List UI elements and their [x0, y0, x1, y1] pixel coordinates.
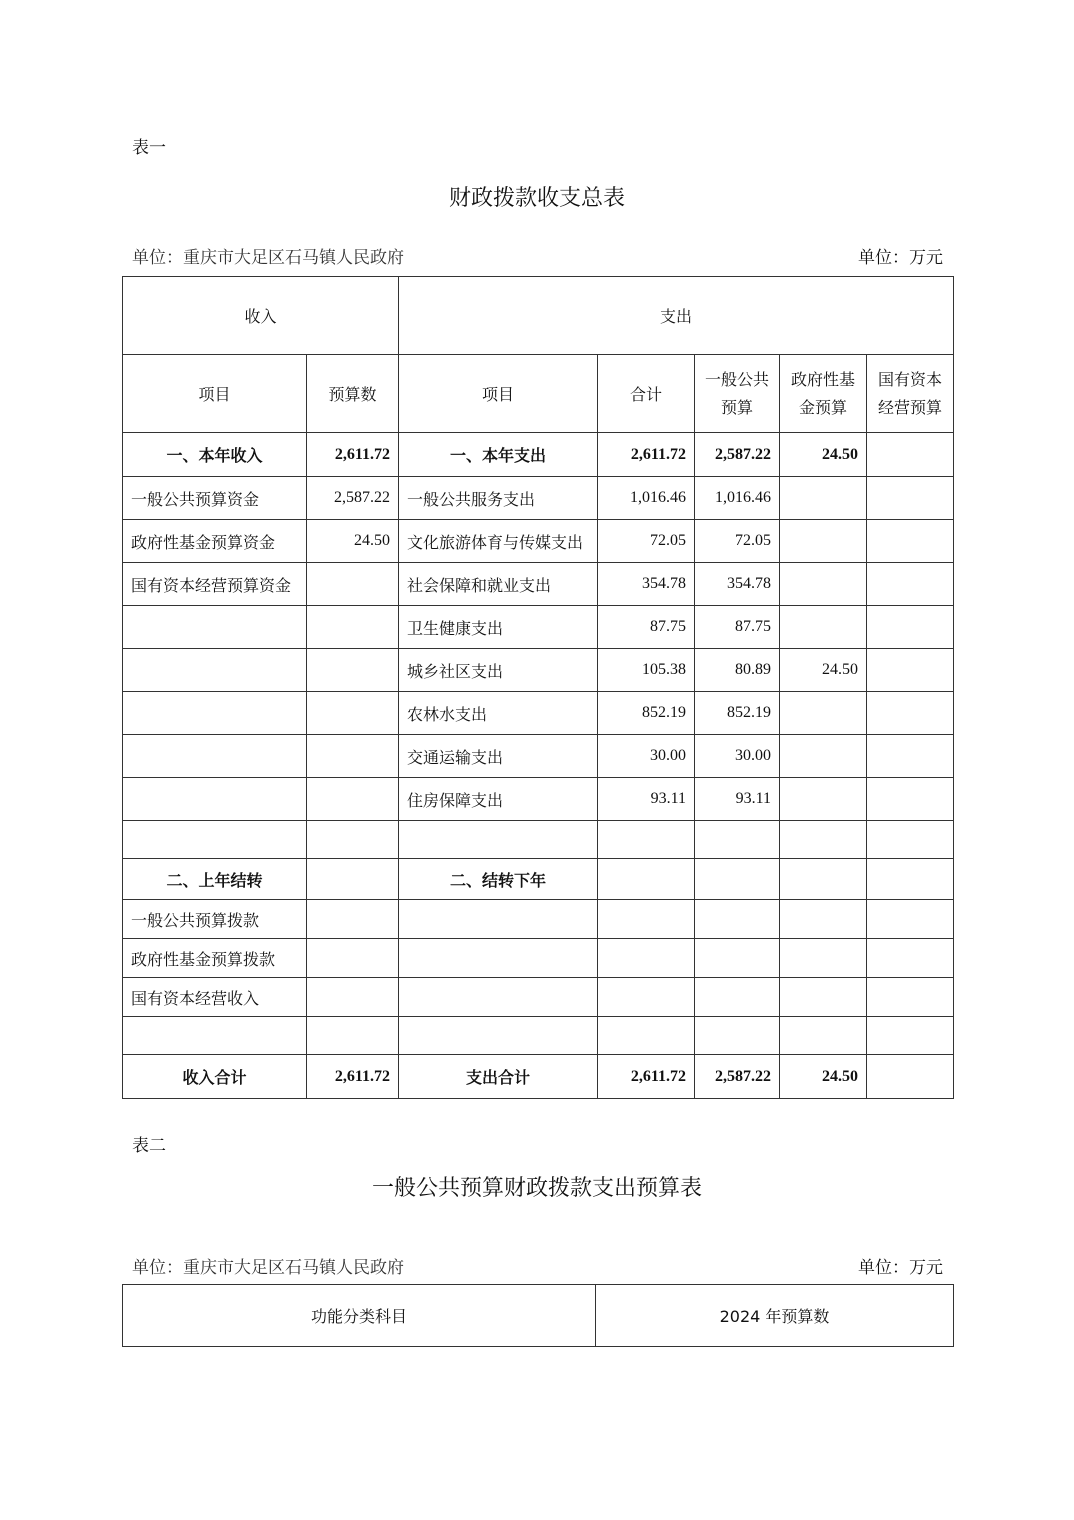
fund-budget-cell	[780, 900, 867, 939]
expense-item-cell: 城乡社区支出	[399, 649, 598, 692]
total-cell	[598, 939, 695, 978]
fund-budget-cell	[780, 778, 867, 821]
state-capital-cell	[867, 900, 954, 939]
general-budget-cell: 30.00	[695, 735, 780, 778]
summary-table	[122, 276, 954, 1099]
total-cell: 30.00	[598, 735, 695, 778]
income-amount-cell	[307, 563, 399, 606]
fund-budget-header: 政府性基金预算	[780, 355, 867, 433]
income-amount-cell: 2,611.72	[307, 1055, 399, 1099]
state-capital-cell	[867, 859, 954, 900]
total-cell: 852.19	[598, 692, 695, 735]
income-amount-cell: 24.50	[307, 520, 399, 563]
fund-budget-cell	[780, 859, 867, 900]
table-row	[123, 520, 954, 563]
table1-unit-org: 单位：重庆市大足区石马镇人民政府	[132, 248, 404, 267]
table2-unit-org: 单位：重庆市大足区石马镇人民政府	[132, 1258, 404, 1277]
general-budget-cell: 87.75	[695, 606, 780, 649]
table-row	[123, 821, 954, 859]
general-budget-cell: 852.19	[695, 692, 780, 735]
header-row-1	[123, 277, 954, 355]
income-amount-cell	[307, 900, 399, 939]
table-row	[123, 477, 954, 520]
general-budget-cell: 1,016.46	[695, 477, 780, 520]
general-budget-header: 一般公共预算	[695, 355, 780, 433]
table2-header-row	[123, 1285, 954, 1347]
function-subject-header: 功能分类科目	[123, 1285, 596, 1347]
expense-item-cell: 支出合计	[399, 1055, 598, 1099]
expense-item-cell	[399, 939, 598, 978]
table-row	[123, 735, 954, 778]
table-row	[123, 433, 954, 477]
total-cell: 93.11	[598, 778, 695, 821]
income-item-cell: 政府性基金预算拨款	[123, 939, 307, 978]
general-budget-cell	[695, 821, 780, 859]
state-capital-cell	[867, 1017, 954, 1055]
income-item-cell	[123, 735, 307, 778]
income-item-cell: 国有资本经营预算资金	[123, 563, 307, 606]
total-cell	[598, 859, 695, 900]
income-amount-cell	[307, 606, 399, 649]
fund-budget-cell	[780, 1017, 867, 1055]
table-row	[123, 978, 954, 1017]
fund-budget-cell: 24.50	[780, 1055, 867, 1099]
fund-budget-cell	[780, 477, 867, 520]
income-amount-cell	[307, 735, 399, 778]
income-amount-cell	[307, 778, 399, 821]
state-capital-cell	[867, 939, 954, 978]
budget-header: 预算数	[307, 355, 399, 433]
total-cell: 354.78	[598, 563, 695, 606]
general-budget-cell: 72.05	[695, 520, 780, 563]
total-cell: 72.05	[598, 520, 695, 563]
income-amount-cell	[307, 649, 399, 692]
state-capital-cell	[867, 735, 954, 778]
expense-item-cell: 社会保障和就业支出	[399, 563, 598, 606]
table-row	[123, 1055, 954, 1099]
state-capital-cell	[867, 649, 954, 692]
state-capital-cell	[867, 520, 954, 563]
table-row	[123, 939, 954, 978]
income-amount-cell	[307, 939, 399, 978]
expense-item-cell	[399, 900, 598, 939]
income-amount-cell	[307, 1017, 399, 1055]
table2-unit-currency: 单位：万元	[858, 1258, 943, 1278]
total-cell	[598, 1017, 695, 1055]
total-cell: 2,611.72	[598, 433, 695, 477]
table-row	[123, 606, 954, 649]
table2-title: 一般公共预算财政拨款支出预算表	[371, 1176, 702, 1201]
income-item-cell: 政府性基金预算资金	[123, 520, 307, 563]
general-budget-cell: 2,587.22	[695, 1055, 780, 1099]
total-header: 合计	[598, 355, 695, 433]
state-capital-cell	[867, 477, 954, 520]
state-capital-header: 国有资本经营预算	[867, 355, 954, 433]
table1-unit-currency: 单位：万元	[858, 248, 943, 268]
income-item-cell: 一、本年收入	[123, 433, 307, 477]
expense-item-header: 项目	[399, 355, 598, 433]
table-row	[123, 692, 954, 735]
general-budget-cell: 80.89	[695, 649, 780, 692]
general-budget-cell: 93.11	[695, 778, 780, 821]
total-cell	[598, 900, 695, 939]
state-capital-cell	[867, 606, 954, 649]
total-cell: 2,611.72	[598, 1055, 695, 1099]
general-budget-cell	[695, 1017, 780, 1055]
fund-budget-cell	[780, 606, 867, 649]
total-cell: 1,016.46	[598, 477, 695, 520]
expense-item-cell	[399, 978, 598, 1017]
state-capital-cell	[867, 692, 954, 735]
table-row	[123, 563, 954, 606]
fund-budget-cell: 24.50	[780, 649, 867, 692]
income-amount-cell	[307, 859, 399, 900]
expense-budget-table	[122, 1284, 954, 1347]
header-row-2	[123, 355, 954, 433]
general-budget-cell	[695, 859, 780, 900]
income-amount-cell: 2,611.72	[307, 433, 399, 477]
expense-item-cell: 卫生健康支出	[399, 606, 598, 649]
total-cell: 87.75	[598, 606, 695, 649]
state-capital-cell	[867, 778, 954, 821]
income-amount-cell	[307, 692, 399, 735]
expense-item-cell	[399, 821, 598, 859]
income-item-cell: 一般公共预算拨款	[123, 900, 307, 939]
expense-item-cell: 文化旅游体育与传媒支出	[399, 520, 598, 563]
income-item-cell	[123, 649, 307, 692]
income-item-cell	[123, 778, 307, 821]
state-capital-cell	[867, 978, 954, 1017]
income-amount-cell	[307, 978, 399, 1017]
income-header: 收入	[123, 277, 399, 355]
income-item-cell	[123, 821, 307, 859]
fund-budget-cell	[780, 520, 867, 563]
income-amount-cell: 2,587.22	[307, 477, 399, 520]
general-budget-cell	[695, 939, 780, 978]
table-row	[123, 900, 954, 939]
table1-title: 财政拨款收支总表	[448, 186, 625, 211]
expense-item-cell: 二、结转下年	[399, 859, 598, 900]
state-capital-cell	[867, 433, 954, 477]
expense-item-cell: 住房保障支出	[399, 778, 598, 821]
expense-item-cell: 一般公共服务支出	[399, 477, 598, 520]
income-item-cell: 国有资本经营收入	[123, 978, 307, 1017]
total-cell	[598, 978, 695, 1017]
income-amount-cell	[307, 821, 399, 859]
income-item-cell: 二、上年结转	[123, 859, 307, 900]
expense-item-cell: 交通运输支出	[399, 735, 598, 778]
total-cell: 105.38	[598, 649, 695, 692]
general-budget-cell	[695, 978, 780, 1017]
table-row	[123, 649, 954, 692]
table-row	[123, 859, 954, 900]
income-item-cell	[123, 1017, 307, 1055]
fund-budget-cell: 24.50	[780, 433, 867, 477]
fund-budget-cell	[780, 735, 867, 778]
general-budget-cell: 2,587.22	[695, 433, 780, 477]
fund-budget-cell	[780, 692, 867, 735]
fund-budget-cell	[780, 563, 867, 606]
income-item-cell: 一般公共预算资金	[123, 477, 307, 520]
income-item-cell	[123, 606, 307, 649]
fund-budget-cell	[780, 939, 867, 978]
income-item-cell	[123, 692, 307, 735]
expense-header: 支出	[399, 277, 954, 355]
fund-budget-cell	[780, 978, 867, 1017]
total-cell	[598, 821, 695, 859]
state-capital-cell	[867, 821, 954, 859]
income-item-header: 项目	[123, 355, 307, 433]
expense-item-cell: 农林水支出	[399, 692, 598, 735]
budget-2024-header: 2024 年预算数	[596, 1285, 954, 1347]
fund-budget-cell	[780, 821, 867, 859]
income-item-cell: 收入合计	[123, 1055, 307, 1099]
expense-item-cell: 一、本年支出	[399, 433, 598, 477]
table2-caption: 表二	[132, 1136, 166, 1156]
expense-item-cell	[399, 1017, 598, 1055]
general-budget-cell	[695, 900, 780, 939]
table-row	[123, 778, 954, 821]
general-budget-cell: 354.78	[695, 563, 780, 606]
state-capital-cell	[867, 563, 954, 606]
table-row	[123, 1017, 954, 1055]
state-capital-cell	[867, 1055, 954, 1099]
table1-caption: 表一	[132, 138, 166, 158]
